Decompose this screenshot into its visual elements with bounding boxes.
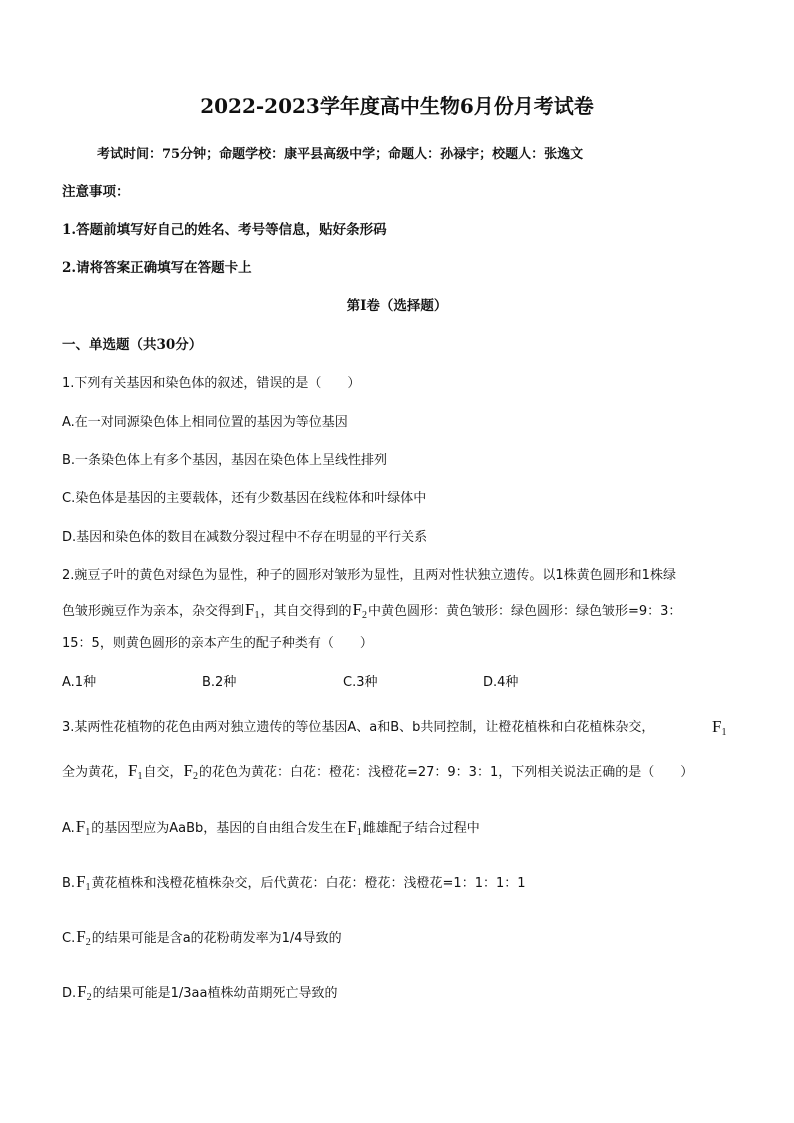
q3-option-d: $D.F_2$的结果可能是1/3aa植株幼苗期死亡导致的 <box>62 982 338 1003</box>
q2-stem-line2 <box>62 601 681 621</box>
q1-option-b: B.一条染色体上有多个基因，基因在染色体上呈线性排列 <box>62 453 388 468</box>
q3-stem-line2-b: 自交， <box>143 765 183 780</box>
section-title: 第I卷（选择题） <box>346 298 448 314</box>
q2-stem-line2-c: 中黄色圆形：黄色皱形：绿色圆形：绿色皱形=9：3： <box>367 604 682 619</box>
f1-symbol: $F_1$ <box>76 872 91 893</box>
q2-option-a: A.1种 <box>62 675 97 690</box>
q1-stem: 1.下列有关基因和染色体的叙述，错误的是（ ） <box>62 376 361 391</box>
q3-stem-line1-text: 3.某两性花植物的花色由两对独立遗传的等位基因A、a和B、b共同控制，让橙花植株和白花植株杂交， <box>62 720 655 735</box>
q3-stem-line2 <box>62 762 693 782</box>
note-item-2: 2.请将答案正确填写在答题卡上 <box>62 260 252 276</box>
q3-option-b: $B.F_1$黄花植株和浅橙花植株杂交，后代黄花：白花：橙花：浅橙花=1：1：1：1 <box>62 872 526 893</box>
f2-symbol: $F_2$ <box>183 761 198 782</box>
q3-stem-line2-c: 的花色为黄花：白花：橙花：浅橙花=27：9：3：1，下列相关说法正确的是（ ） <box>198 765 694 780</box>
q3-f1-end-line1 <box>711 718 727 738</box>
q2-option-c: C.3种 <box>343 675 378 690</box>
q1-option-a: A.在一对同源染色体上相同位置的基因为等位基因 <box>62 415 348 430</box>
q2-option-b: B.2种 <box>202 675 237 690</box>
q1-option-c: C.染色体是基因的主要载体，还有少数基因在线粒体和叶绿体中 <box>62 491 427 506</box>
q2-stem-line2-b: ，其自交得到的 <box>260 604 352 619</box>
q3-option-a: $A.F_1$的基因型应为AaBb，基因的自由组合发生在$F_1$雌雄配子结合过程中 <box>62 817 480 838</box>
q2-option-d: D.4种 <box>483 675 519 690</box>
q2-stem-line3: 15：5，则黄色圆形的亲本产生的配子种类有（ ） <box>62 636 373 651</box>
f2-symbol: $F_2$ <box>77 982 92 1003</box>
q2-stem-line1: 2.豌豆子叶的黄色对绿色为显性，种子的圆形对皱形为显性，且两对性状独立遗传。以1株黄色圆形和1株绿 <box>62 568 676 583</box>
f1-symbol: $F_1$ <box>75 817 91 838</box>
q3-stem-line1 <box>62 721 654 734</box>
f1-symbol: $F_1$ <box>347 817 362 838</box>
f1-symbol: $F_1$ <box>245 600 260 621</box>
notes-heading: 注意事项： <box>62 184 130 200</box>
exam-info: 考试时间：75分钟；命题学校：康平县高级中学；命题人：孙禄宇；校题人：张逸文 <box>97 147 584 162</box>
f1-symbol: $F_1$ <box>128 761 143 782</box>
f1-symbol: $F_1$ <box>712 717 727 738</box>
q3-stem-line2-a: 全为黄花， <box>62 765 128 780</box>
q3-option-c: $C.F_2$的结果可能是含a的花粉萌发率为1/4导致的 <box>62 927 342 948</box>
part-title: 一、单选题（共30分） <box>62 337 203 353</box>
q2-stem-line2-a: 色皱形豌豆作为亲本，杂交得到 <box>62 604 245 619</box>
exam-title: 2022-2023学年度高中生物6月份月考试卷 <box>200 94 594 118</box>
f2-symbol: $F_2$ <box>76 927 91 948</box>
note-item-1: 1.答题前填写好自己的姓名、考号等信息，贴好条形码 <box>62 222 387 238</box>
f2-symbol: $F_2$ <box>352 600 367 621</box>
q1-option-d: D.基因和染色体的数目在减数分裂过程中不存在明显的平行关系 <box>62 530 428 545</box>
